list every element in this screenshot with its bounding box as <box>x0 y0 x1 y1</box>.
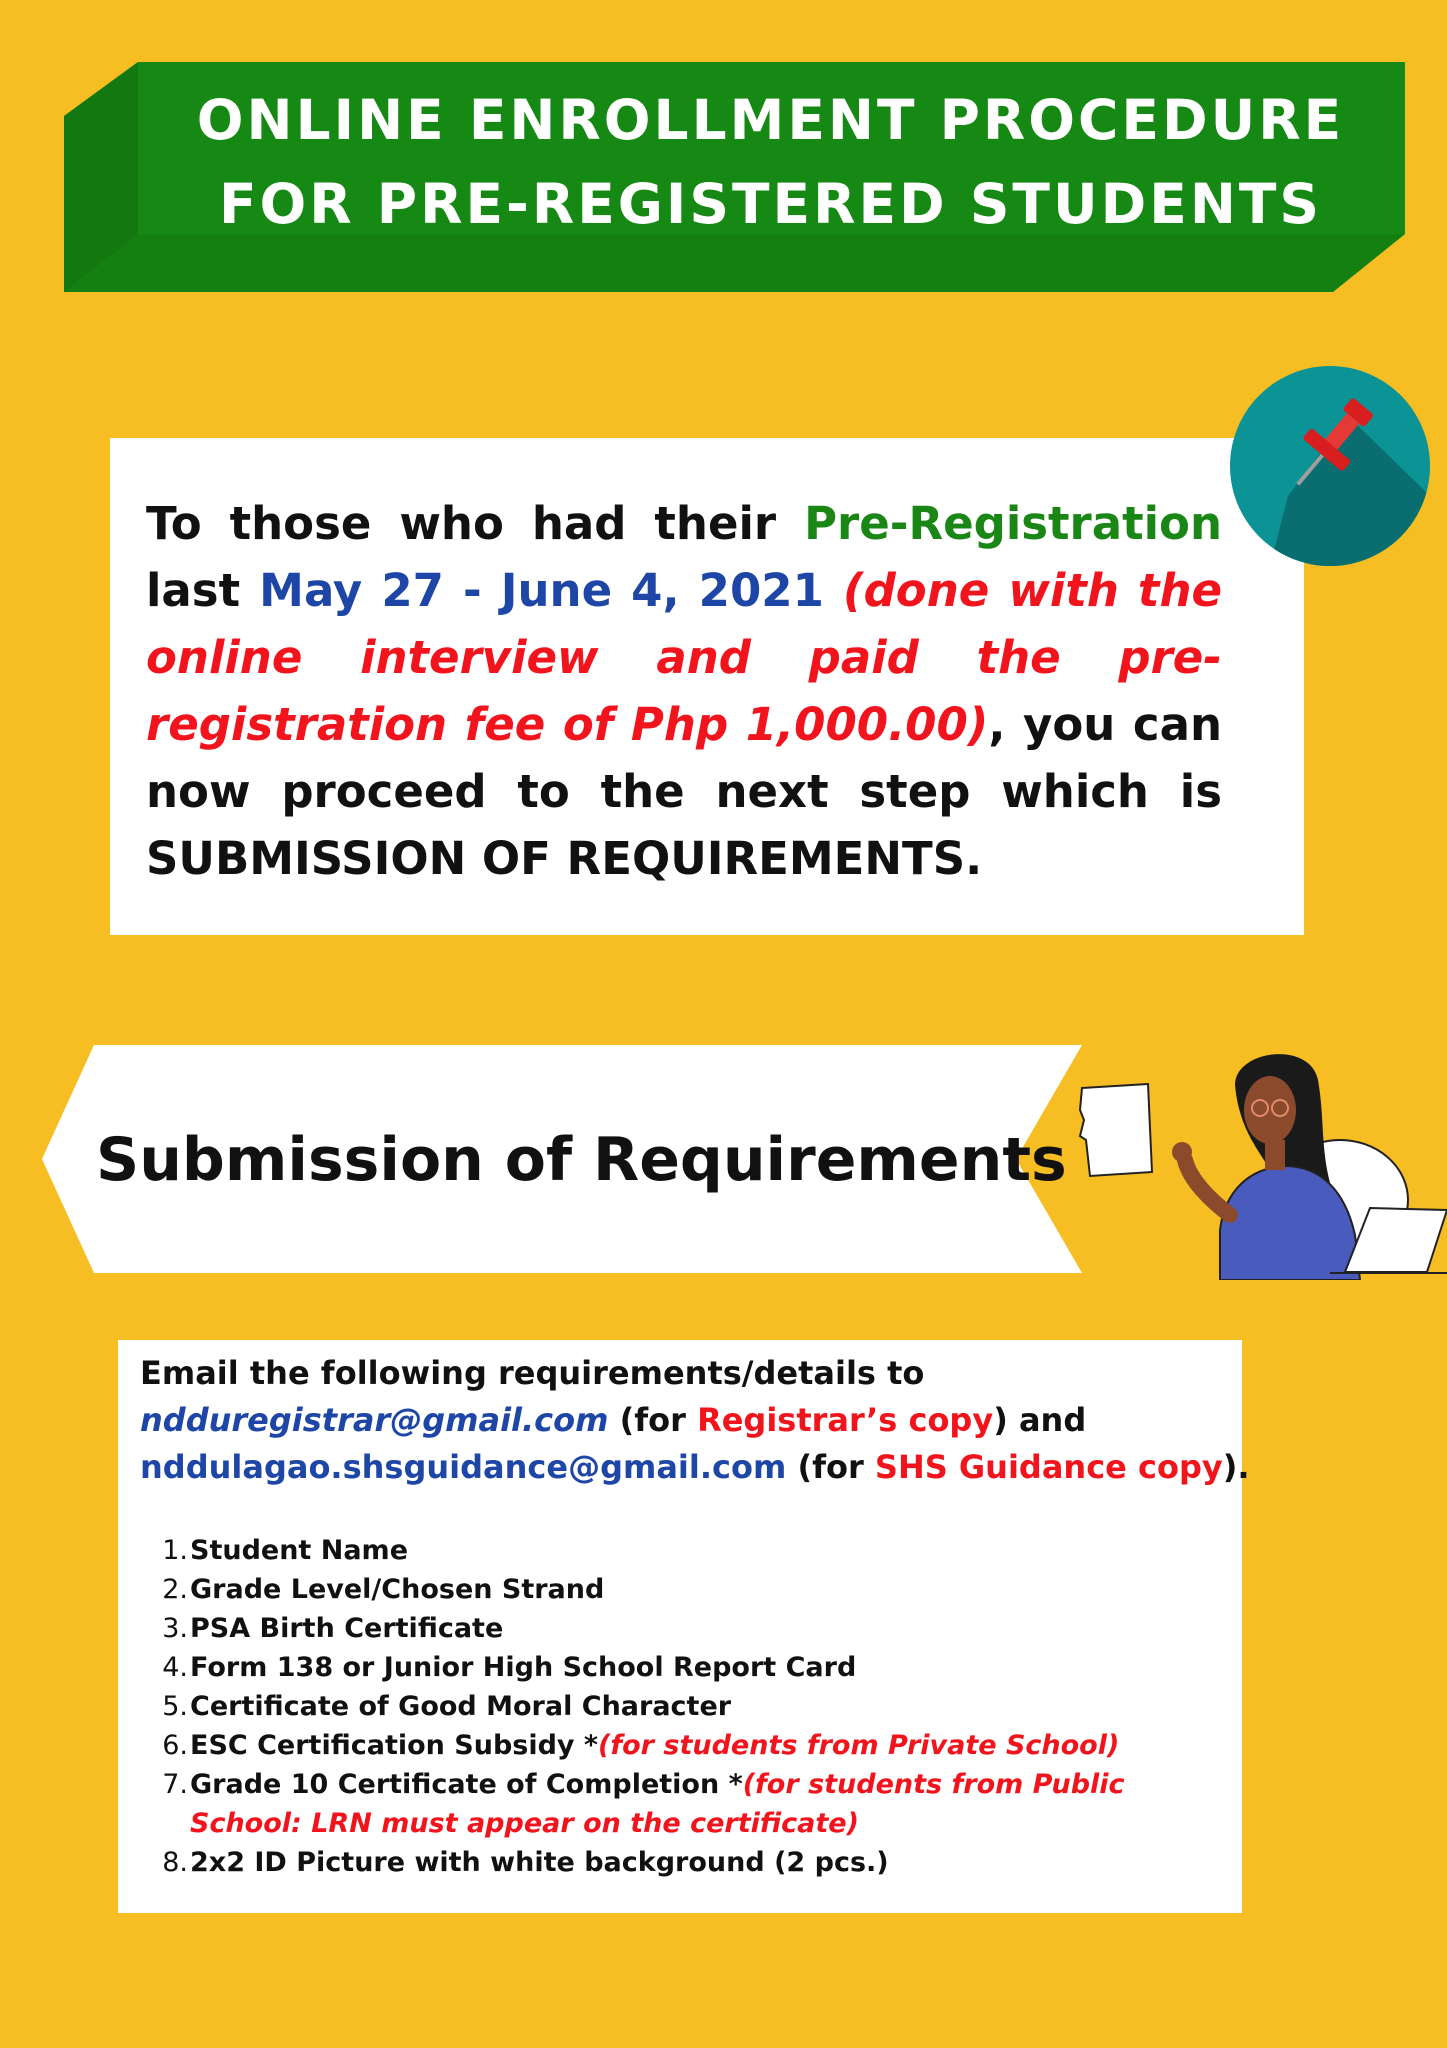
email-intro-line: Email the following requirements/details to <box>140 1354 925 1392</box>
guidance-copy-label: SHS Guidance copy <box>874 1448 1223 1486</box>
pre-registration-label: Pre-Registration <box>804 497 1222 550</box>
page-title <box>138 78 1403 246</box>
item-text: Student Name <box>190 1535 409 1566</box>
intro-text-1: To those who had their <box>146 497 805 550</box>
section-header <box>0 1045 1100 1275</box>
for-open-2: (for <box>786 1448 875 1486</box>
item-text: Certificate of Good Moral Character <box>190 1691 732 1722</box>
item-number: 5. <box>162 1691 188 1722</box>
item-note: (for students from Private School) <box>598 1730 1120 1761</box>
requirements-card <box>118 1340 1250 1913</box>
item-text: PSA Birth Certificate <box>190 1613 504 1644</box>
pre-registration-dates: May 27 - June 4, 2021 <box>259 564 824 617</box>
email-instructions <box>140 1350 1250 1491</box>
for-open-1: (for <box>608 1401 698 1439</box>
list-item <box>140 1843 1220 1882</box>
item-text: Form 138 or Junior High School Report Card <box>190 1652 857 1683</box>
item-number: 8. <box>162 1847 188 1878</box>
intro-text-2: last <box>146 564 260 617</box>
email-line-guidance <box>140 1444 1250 1491</box>
for-close-1: ) and <box>993 1401 1087 1439</box>
intro-paragraph <box>146 490 1222 892</box>
list-item <box>140 1609 1220 1648</box>
item-number: 1. <box>162 1535 188 1566</box>
list-item <box>140 1726 1220 1765</box>
woman-holding-document-illustration <box>1070 1040 1447 1280</box>
item-number: 2. <box>162 1574 188 1605</box>
for-close-2: ). <box>1222 1448 1250 1486</box>
item-text: 2x2 ID Picture with white background (2 pcs.) <box>190 1847 889 1878</box>
item-text: ESC Certification Subsidy *(for students from Private School) <box>190 1730 1120 1761</box>
item-text: Grade Level/Chosen Strand <box>190 1574 605 1605</box>
intro-text-3: , you can now proceed to the next step which is SUBMISSION OF REQUIREMENTS. <box>146 698 1222 885</box>
item-note: (for students from Public School: LRN must appear on the certificate) <box>190 1769 1125 1839</box>
pre-registration-note: (done with the online interview and paid the pre-registration fee of Php 1,000.00) <box>146 564 1223 751</box>
section-title: Submission of Requirements <box>96 1125 1067 1195</box>
guidance-email-link[interactable]: nddulagao.shsguidance@gmail.com <box>140 1448 787 1486</box>
item-number: 4. <box>162 1652 188 1683</box>
item-text: Grade 10 Certificate of Completion *(for students from Public School: LRN must appear on the certificate) <box>190 1769 1125 1839</box>
registrar-email-link[interactable]: ndduregistrar@gmail.com <box>140 1401 609 1439</box>
title-line-2: FOR PRE-REGISTERED STUDENTS <box>218 172 1322 236</box>
item-number: 6. <box>162 1730 188 1761</box>
list-item <box>140 1531 1220 1570</box>
requirements-list <box>140 1531 1220 1882</box>
list-item <box>140 1687 1220 1726</box>
item-number: 3. <box>162 1613 188 1644</box>
title-line-1: ONLINE ENROLLMENT PROCEDURE <box>196 88 1345 152</box>
title-banner <box>0 0 1447 300</box>
intro-card <box>110 438 1304 935</box>
list-item <box>140 1648 1220 1687</box>
email-line-registrar <box>140 1397 1220 1444</box>
list-item <box>140 1765 1220 1843</box>
list-item <box>140 1570 1220 1609</box>
pushpin-icon <box>1230 366 1430 566</box>
registrar-copy-label: Registrar’s copy <box>697 1401 994 1439</box>
item-number: 7. <box>162 1769 188 1800</box>
